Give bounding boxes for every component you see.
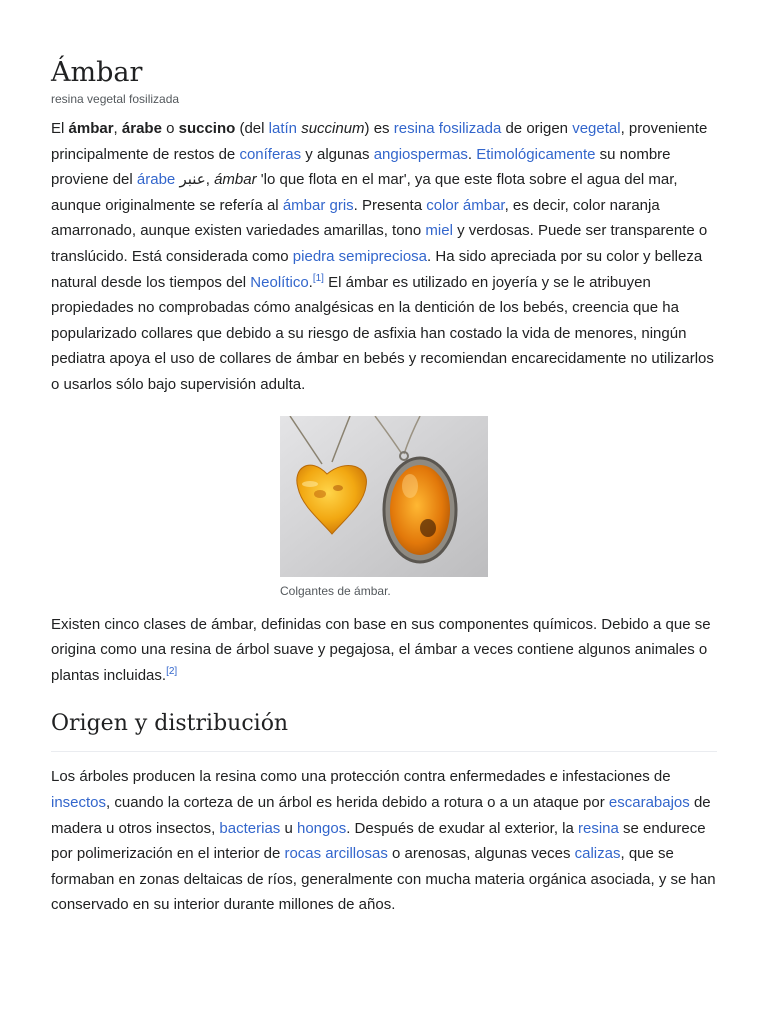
- page-title: Ámbar: [51, 57, 143, 88]
- paragraph-text: Existen cinco clases de ámbar, definidas con base en sus componentes químicos. Debido a que se origina como una resina de árbol suave y pegajosa, el ámbar a veces contiene algunos animales o plantas incluidas.: [51, 615, 711, 684]
- link-arabe[interactable]: árabe: [136, 171, 176, 189]
- section-text: o arenosas, algunas veces: [387, 845, 575, 863]
- section-text: de madera u otros insectos,: [51, 793, 711, 837]
- link-neolitico[interactable]: Neolítico: [250, 273, 309, 291]
- page-subtitle: resina vegetal fosilizada: [51, 92, 180, 106]
- intro-paragraph: [51, 116, 717, 398]
- reference-2[interactable]: [2]: [166, 665, 178, 677]
- intro-text: عنبر,: [175, 171, 215, 189]
- reference-1[interactable]: [1]: [312, 272, 324, 284]
- figure-caption: Colgantes de ámbar.: [280, 583, 391, 598]
- section-text: . Después de exudar al exterior, la: [346, 819, 578, 837]
- intro-text: El ámbar es utilizado en joyería y se le atribuyen propiedades no comprobadas cómo analgésicas en la dentición de los bebés, creencia que ha popularizado collares que debido a su riesgo de asfixia han costado la vida de menores, ningún pediatra apoya el uso de collares de ámbar en bebés y recomiendan encarecidamente no utilizarlos o usarlos sólo bajo supervisión adulta.: [51, 273, 714, 393]
- link-rocas-arcillosas[interactable]: rocas arcillosas: [284, 845, 388, 863]
- link-hongos[interactable]: hongos: [296, 819, 347, 837]
- intro-text: . Ha sido apreciada por su color y belleza natural desde los tiempos del: [51, 247, 703, 291]
- intro-text: (del: [235, 120, 269, 137]
- link-angiospermas[interactable]: angiospermas: [373, 145, 468, 163]
- intro-text: y verdosas. Puede ser transparente o translúcido. Está considerada como: [51, 222, 708, 265]
- link-resina[interactable]: resina: [578, 819, 619, 837]
- term-arabe: árabe: [121, 120, 162, 137]
- intro-text: , proveniente principalmente de restos de: [51, 120, 708, 163]
- term-succinum: succinum: [301, 120, 365, 137]
- term-succino: succino: [178, 120, 236, 137]
- link-miel[interactable]: miel: [425, 222, 453, 240]
- section-text: , cuando la corteza de un árbol es herida debido a rotura o a un ataque por: [106, 793, 609, 811]
- link-etimologicamente[interactable]: Etimológicamente: [476, 145, 596, 163]
- intro-text: su nombre proviene del: [51, 145, 671, 189]
- intro-text: , es decir, color naranja amarronado, aunque existen variedades amarillas, tono: [51, 196, 660, 240]
- link-coniferas[interactable]: coníferas: [239, 145, 302, 163]
- link-resina-fosilizada[interactable]: resina fosilizada: [393, 120, 502, 137]
- link-latin[interactable]: latín: [268, 120, 298, 137]
- link-insectos[interactable]: insectos: [51, 793, 107, 811]
- figure: [280, 416, 488, 599]
- term-ambar: ámbar: [68, 120, 114, 137]
- link-vegetal[interactable]: vegetal: [572, 120, 621, 137]
- intro-text: y algunas: [301, 145, 374, 163]
- amber-pendants-image[interactable]: [280, 416, 488, 577]
- link-bacterias[interactable]: bacterias: [219, 819, 281, 837]
- intro-text: ) es: [364, 120, 394, 137]
- section-text: , que se formaban en zonas deltaicas de ríos, generalmente con mucha materia orgánica asociada, y se han conservado en su interior durante millones de años.: [51, 845, 716, 914]
- term-ambar-italic: ámbar: [214, 171, 257, 189]
- intro-text: El: [51, 120, 69, 137]
- link-ambar-gris[interactable]: ámbar gris: [282, 196, 354, 214]
- link-color-ambar[interactable]: color ámbar: [426, 196, 505, 214]
- section-heading-origen: Origen y distribución: [51, 709, 717, 752]
- intro-text: de origen: [501, 120, 573, 137]
- link-escarabajos[interactable]: escarabajos: [608, 793, 690, 811]
- intro-text: .: [308, 273, 313, 291]
- classes-paragraph: [51, 612, 717, 689]
- intro-text: ,: [113, 120, 122, 137]
- intro-text: 'lo que flota en el mar', ya que este flota sobre el agua del mar, aunque originalmente se refería al: [51, 171, 678, 214]
- intro-text: .: [467, 145, 477, 163]
- link-piedra-semipreciosa[interactable]: piedra semipreciosa: [292, 247, 428, 265]
- link-calizas[interactable]: calizas: [574, 845, 621, 863]
- section-text: se endurece por polimerización en el interior de: [51, 819, 706, 863]
- intro-text: o: [161, 120, 179, 137]
- section-text: Los árboles producen la resina como una protección contra enfermedades e infestaciones de: [51, 768, 671, 786]
- intro-text: . Presenta: [353, 196, 427, 214]
- origin-paragraph: [51, 764, 717, 918]
- section-text: u: [280, 819, 297, 837]
